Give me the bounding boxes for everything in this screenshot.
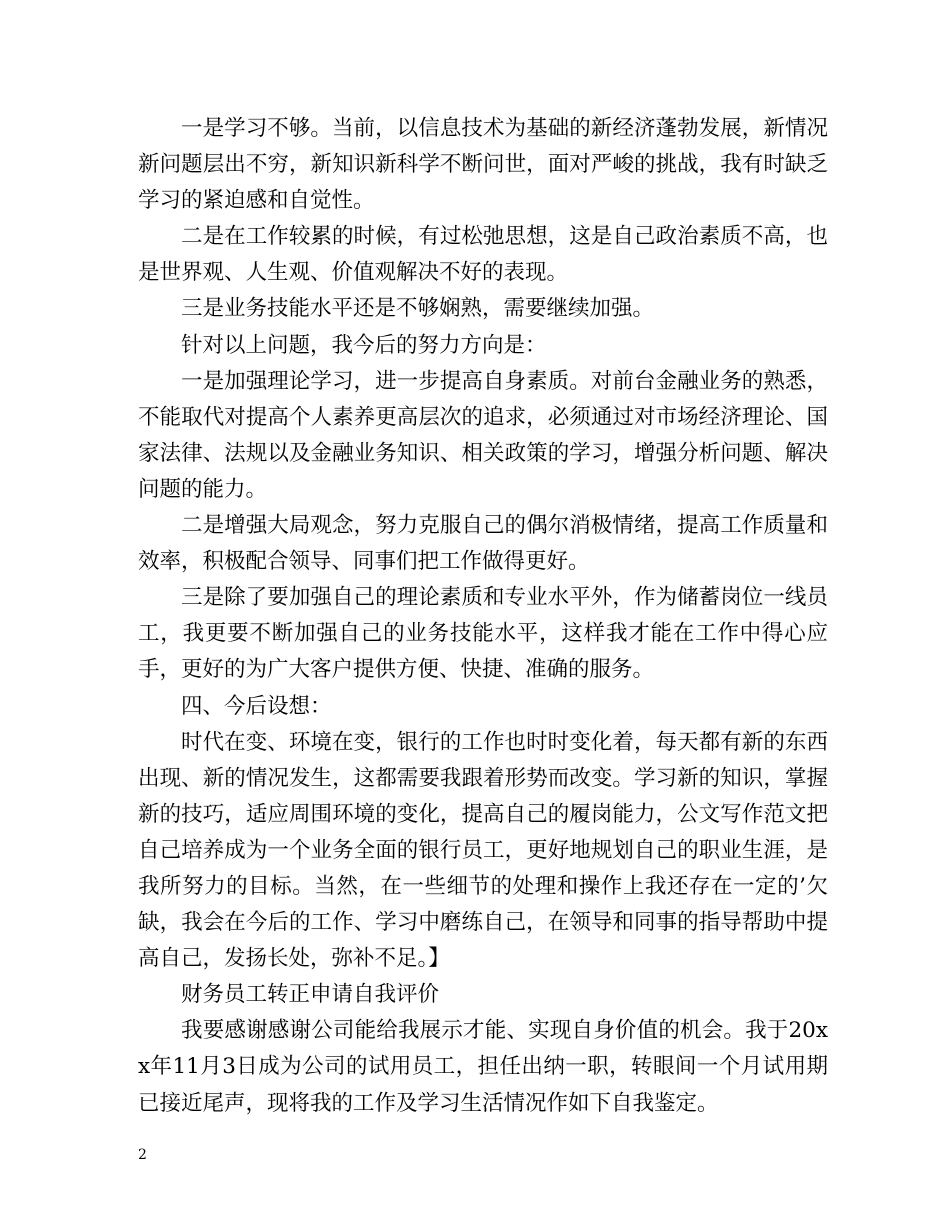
section-heading-self-evaluation: 财务员工转正申请自我评价 bbox=[181, 982, 440, 1008]
paragraph-future-plans: 时代在变、环境在变，银行的工作也时时变化着，每天都有新的东西出现、新的情况发生，这都需要我跟着形势而改变。学习新的知识，掌握新的技巧，适应周围环境的变化，提高自己的履岗能力，公文写作范文把自己培养成为一个业务全面的银行员工，更好地规划自己的职业生涯，是我所努力的目标。当然，在一些细节的处理和操作上我还存在一定的’欠缺，我会在今后的工作、学习中磨练自己，在领导和同事的指导帮助中提高自己，发扬长处，弥补不足。】 bbox=[138, 729, 828, 972]
page-number: 2 bbox=[138, 1147, 147, 1163]
paragraph-overall-view: 二是增强大局观念，努力克服自己的偶尔消极情绪，提高工作质量和效率，积极配合领导、同事们把工作做得更好。 bbox=[138, 513, 828, 575]
paragraph-self-evaluation-intro: 我要感谢感谢公司能给我展示才能、实现自身价值的机会。我于20xx年11月3日成为公司的试用员工，担任出纳一职，转眼间一个月试用期已接近尾声，现将我的工作及学习生活情况作如下自我鉴定。 bbox=[138, 1018, 828, 1116]
paragraph-direction-intro: 针对以上问题，我今后的努力方向是： bbox=[181, 332, 547, 358]
paragraph-learning-shortfall: 一是学习不够。当前，以信息技术为基础的新经济蓬勃发展，新情况新问题层出不穷，新知识新科学不断问世，面对严峻的挑战，我有时缺乏学习的紧迫感和自觉性。 bbox=[138, 116, 828, 214]
paragraph-relaxed-thinking: 二是在工作较累的时候，有过松弛思想，这是自己政治素质不高，也是世界观、人生观、价值观解决不好的表现。 bbox=[138, 224, 828, 286]
paragraph-skill-level: 三是业务技能水平还是不够娴熟，需要继续加强。 bbox=[181, 296, 655, 322]
paragraph-theory-study: 一是加强理论学习，进一步提高自身素质。对前台金融业务的熟悉，不能取代对提高个人素养更高层次的追求，必须通过对市场经济理论、国家法律、法规以及金融业务知识、相关政策的学习，增强分析问题、解决问题的能力。 bbox=[138, 368, 828, 502]
paragraph-professional-skills: 三是除了要加强自己的理论素质和专业水平外，作为储蓄岗位一线员工，我更要不断加强自己的业务技能水平，这样我才能在工作中得心应手，更好的为广大客户提供方便、快捷、准确的服务。 bbox=[138, 585, 828, 683]
section-heading-future-plans: 四、今后设想： bbox=[181, 693, 332, 719]
document-body bbox=[138, 111, 828, 1122]
